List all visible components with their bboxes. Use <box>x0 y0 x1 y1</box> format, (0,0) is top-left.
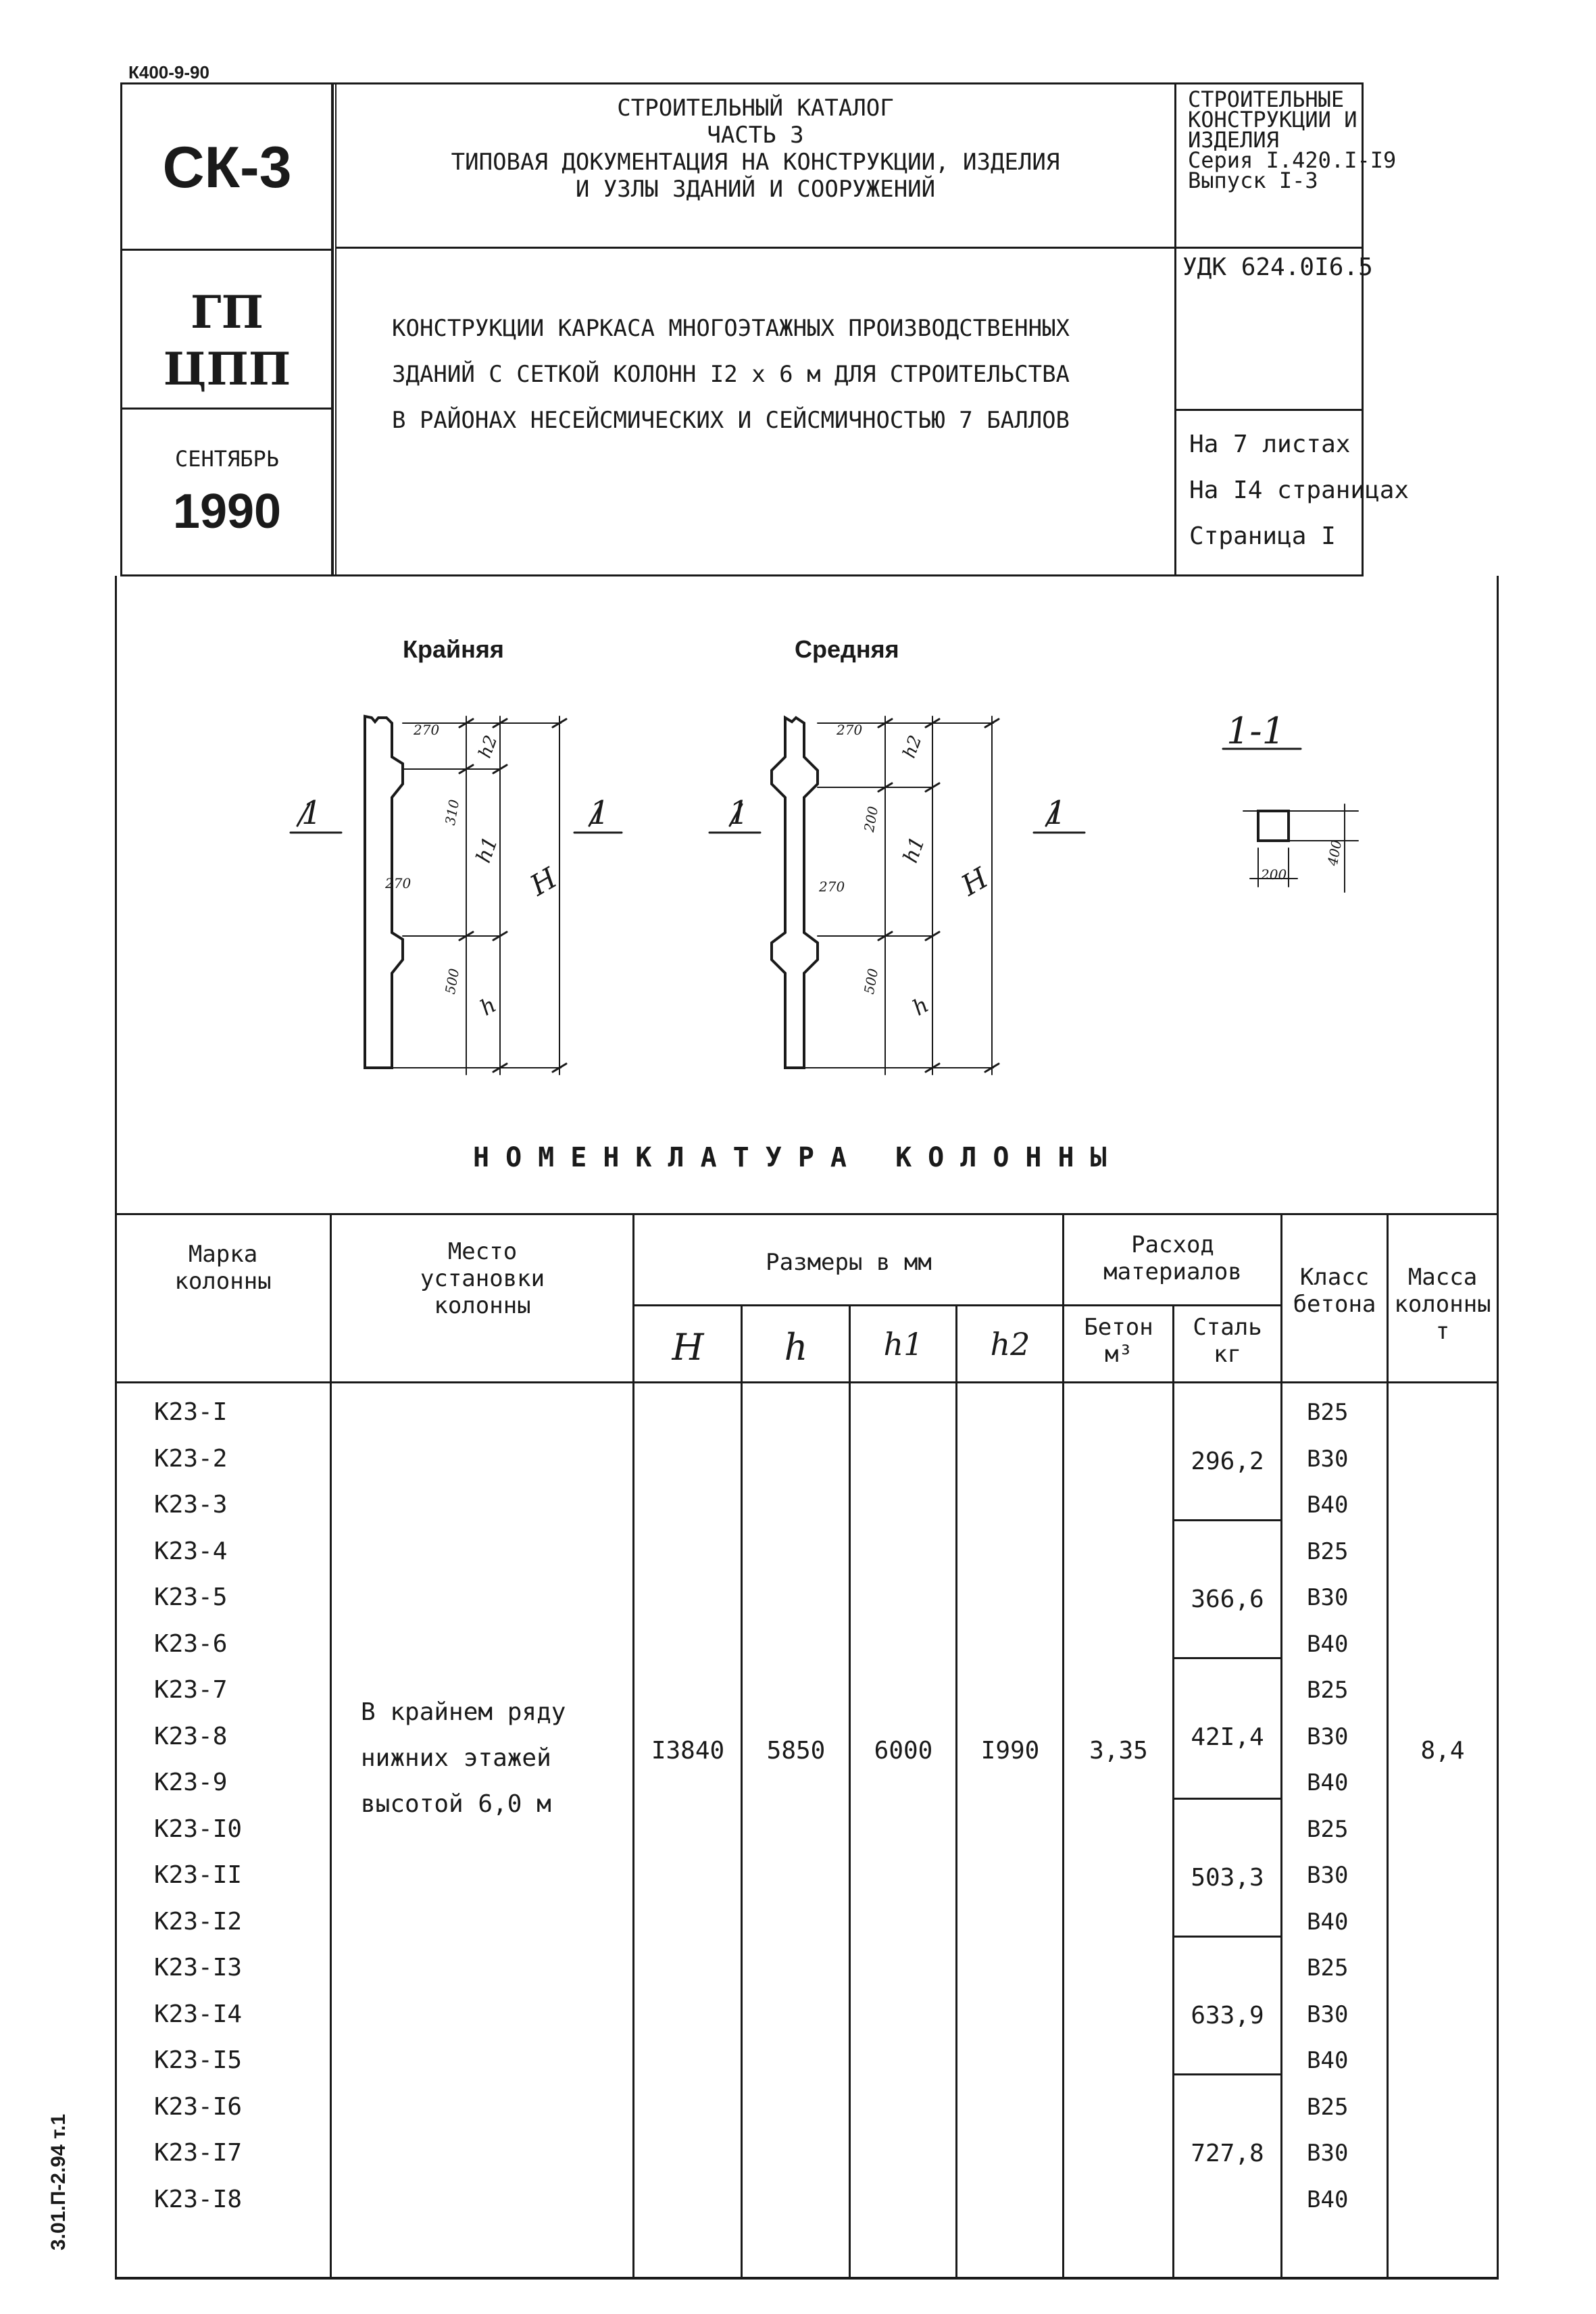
series-line: СТРОИТЕЛЬНЫЕ <box>1188 87 1345 112</box>
class-cell: B40 <box>1307 1908 1349 1936</box>
udk: УДК 624.0I6.5 <box>1182 253 1373 281</box>
section-mark-middle-right: 1 <box>1046 794 1067 832</box>
section-mark-edge-left: 1 <box>301 794 322 832</box>
mark-cell: К23-2 <box>154 1444 228 1473</box>
mark-cell: К23-I0 <box>154 1815 243 1843</box>
place-line: высотой 6,0 м <box>361 1790 551 1818</box>
series-line: Выпуск I-3 <box>1188 168 1318 193</box>
dim-middle-h2: h2 <box>899 733 926 761</box>
dim-edge-H: H <box>524 861 563 902</box>
series-line: Серия I.420.I-I9 <box>1188 147 1397 173</box>
dim-middle-300: 500 <box>860 967 882 995</box>
class-cell: B40 <box>1307 1630 1349 1658</box>
pages-count: На I4 страницах <box>1189 476 1410 504</box>
dim-edge-h1: h1 <box>472 833 503 866</box>
label-edge-column: Крайняя <box>403 635 504 663</box>
dim-middle-H: H <box>955 861 994 902</box>
cell-concrete: 3,35 <box>1089 1737 1148 1765</box>
sheets-count: На 7 листах <box>1189 430 1351 458</box>
catalog-line: И УЗЛЫ ЗДАНИЙ И СООРУЖЕНИЙ <box>575 176 936 203</box>
dim-edge-500: 500 <box>441 967 463 995</box>
header-h: h <box>784 1326 808 1369</box>
header-line: материалов <box>1103 1258 1242 1285</box>
header-line: Класс <box>1299 1264 1370 1291</box>
mark-cell: К23-I7 <box>154 2139 243 2167</box>
dim-middle-270-top: 270 <box>837 722 863 738</box>
nomenclature-title: НОМЕНКЛАТУРА КОЛОННЫ <box>473 1142 1123 1173</box>
year: 1990 <box>172 485 282 539</box>
cell-steel: 366,6 <box>1191 1585 1264 1613</box>
cell-steel: 503,3 <box>1191 1864 1264 1892</box>
class-cell: B40 <box>1307 2186 1349 2213</box>
class-cell: B30 <box>1307 1723 1349 1750</box>
header-place <box>332 1238 632 1319</box>
section-label: 1-1 <box>1226 710 1285 752</box>
dim-edge-270-mid: 270 <box>385 875 412 891</box>
edge-column-shape <box>365 716 403 1068</box>
frame-divider <box>115 1213 1499 1215</box>
header-concrete <box>1065 1314 1172 1368</box>
dim-middle-h: h <box>907 991 933 1021</box>
mark-cell: К23-I3 <box>154 1954 243 1981</box>
cell-h1: 6000 <box>874 1737 933 1765</box>
class-cell: B30 <box>1307 1862 1349 1889</box>
cell-steel: 727,8 <box>1191 2140 1264 2167</box>
org-line: ЦПП <box>163 343 291 395</box>
title-line: В РАЙОНАХ НЕСЕЙСМИЧЕСКИХ И СЕЙСМИЧНОСТЬЮ 7 БАЛЛОВ <box>392 407 1070 434</box>
header-line: Марка <box>188 1241 258 1268</box>
header-line: Расход <box>1131 1231 1214 1258</box>
class-cell: B25 <box>1307 1677 1349 1704</box>
dim-middle-270-mid: 270 <box>819 879 845 895</box>
header-line: Масса <box>1407 1264 1478 1291</box>
page-number: Страница I <box>1189 522 1336 550</box>
dim-middle-h1: h1 <box>899 833 930 866</box>
title-line: КОНСТРУКЦИИ КАРКАСА МНОГОЭТАЖНЫХ ПРОИЗВОДСТВЕННЫХ <box>392 315 1070 342</box>
header-class <box>1282 1264 1387 1318</box>
mark-cell: К23-I5 <box>154 2046 243 2074</box>
marks-column <box>154 1389 242 2223</box>
header-line: Сталь <box>1193 1314 1262 1341</box>
mark-cell: К23-I4 <box>154 2000 243 2028</box>
class-cell: B25 <box>1307 2093 1349 2121</box>
class-cell: B40 <box>1307 2047 1349 2074</box>
catalog-line: ЧАСТЬ 3 <box>707 122 804 149</box>
class-cell: B25 <box>1307 1954 1349 1981</box>
header-line: бетона <box>1293 1291 1376 1318</box>
header-h2: h2 <box>990 1326 1030 1362</box>
header-mass <box>1389 1264 1497 1345</box>
section-mark-middle-left: 1 <box>728 794 749 832</box>
org-line: ГП <box>191 286 264 339</box>
mark-cell: К23-9 <box>154 1769 228 1796</box>
dim-edge-270-top: 270 <box>414 722 440 738</box>
class-cell: B25 <box>1307 1815 1349 1843</box>
mark-cell: К23-I <box>154 1398 228 1426</box>
header-line: установки <box>420 1265 545 1292</box>
cell-steel: 42I,4 <box>1191 1723 1264 1751</box>
dim-middle-200: 200 <box>860 805 882 833</box>
cell-h: 5850 <box>766 1737 826 1765</box>
class-cell: B25 <box>1307 1537 1349 1565</box>
mark-cell: К23-I6 <box>154 2092 243 2121</box>
catalog-line: ТИПОВАЯ ДОКУМЕНТАЦИЯ НА КОНСТРУКЦИИ, ИЗДЕЛИЯ <box>451 149 1060 176</box>
cell-h2: I990 <box>980 1737 1040 1765</box>
dim-section-200: 200 <box>1261 866 1287 883</box>
header-mark <box>116 1241 330 1295</box>
header-steel <box>1174 1314 1280 1368</box>
place-line: нижних этажей <box>361 1744 551 1772</box>
series-line: КОНСТРУКЦИИ И <box>1188 107 1357 132</box>
mark-cell: К23-I2 <box>154 1907 243 1936</box>
header-line: колонны <box>1394 1291 1491 1318</box>
mark-cell: К23-5 <box>154 1583 228 1611</box>
class-cell: B25 <box>1307 1399 1349 1426</box>
header-h1: h1 <box>883 1326 924 1362</box>
mark-cell: К23-8 <box>154 1722 228 1750</box>
cell-steel: 296,2 <box>1191 1448 1264 1475</box>
dim-edge-h: h <box>475 991 501 1021</box>
doc-code: К400-9-90 <box>128 62 209 82</box>
middle-column-shape <box>772 718 818 1068</box>
mark-cell: К23-II <box>154 1861 243 1889</box>
cell-mass: 8,4 <box>1420 1737 1465 1765</box>
header-line: колонны <box>434 1292 531 1319</box>
place-line: В крайнем ряду <box>361 1698 566 1726</box>
class-cell: B30 <box>1307 1445 1349 1473</box>
label-middle-column: Средняя <box>795 635 899 663</box>
classes-column <box>1307 1389 1348 2223</box>
header-line: т <box>1435 1318 1450 1345</box>
mark-cell: К23-4 <box>154 1537 228 1565</box>
class-cell: B30 <box>1307 1584 1349 1611</box>
dim-edge-310: 310 <box>441 798 463 827</box>
mark-cell: К23-3 <box>154 1491 228 1519</box>
mark-cell: К23-I8 <box>154 2185 243 2213</box>
catalog-code: СК-3 <box>162 135 292 200</box>
header-line: Место <box>447 1238 518 1265</box>
month: СЕНТЯБРЬ <box>174 446 280 472</box>
class-cell: B40 <box>1307 1769 1349 1796</box>
dim-section-400: 400 <box>1324 839 1345 867</box>
header-line: м³ <box>1105 1341 1132 1368</box>
series-line: ИЗДЕЛИЯ <box>1188 127 1279 153</box>
header-line: кг <box>1214 1341 1241 1368</box>
side-code: 3.01.П-2.94 т.1 <box>47 2113 70 2250</box>
mark-cell: К23-6 <box>154 1629 228 1658</box>
header-H: H <box>672 1326 704 1369</box>
class-cell: B30 <box>1307 2000 1349 2028</box>
header-sizes: Размеры в мм <box>766 1249 932 1276</box>
catalog-line: СТРОИТЕЛЬНЫЙ КАТАЛОГ <box>617 95 894 122</box>
header-line: колонны <box>174 1268 272 1295</box>
header-consumption <box>1065 1231 1280 1285</box>
cell-H: I3840 <box>651 1737 725 1765</box>
mark-cell: К23-7 <box>154 1676 228 1704</box>
title-line: ЗДАНИЙ С СЕТКОЙ КОЛОНН I2 х 6 м ДЛЯ СТРОИТЕЛЬСТВА <box>392 361 1070 388</box>
section-mark-edge-right: 1 <box>589 794 610 832</box>
header-line: Бетон <box>1084 1314 1153 1341</box>
class-cell: B40 <box>1307 1492 1349 1519</box>
dim-edge-h2: h2 <box>474 733 502 761</box>
place-cell <box>361 1690 566 1827</box>
cell-steel: 633,9 <box>1191 2002 1264 2029</box>
class-cell: B30 <box>1307 2140 1349 2167</box>
frame-bottom <box>115 2277 1499 2280</box>
